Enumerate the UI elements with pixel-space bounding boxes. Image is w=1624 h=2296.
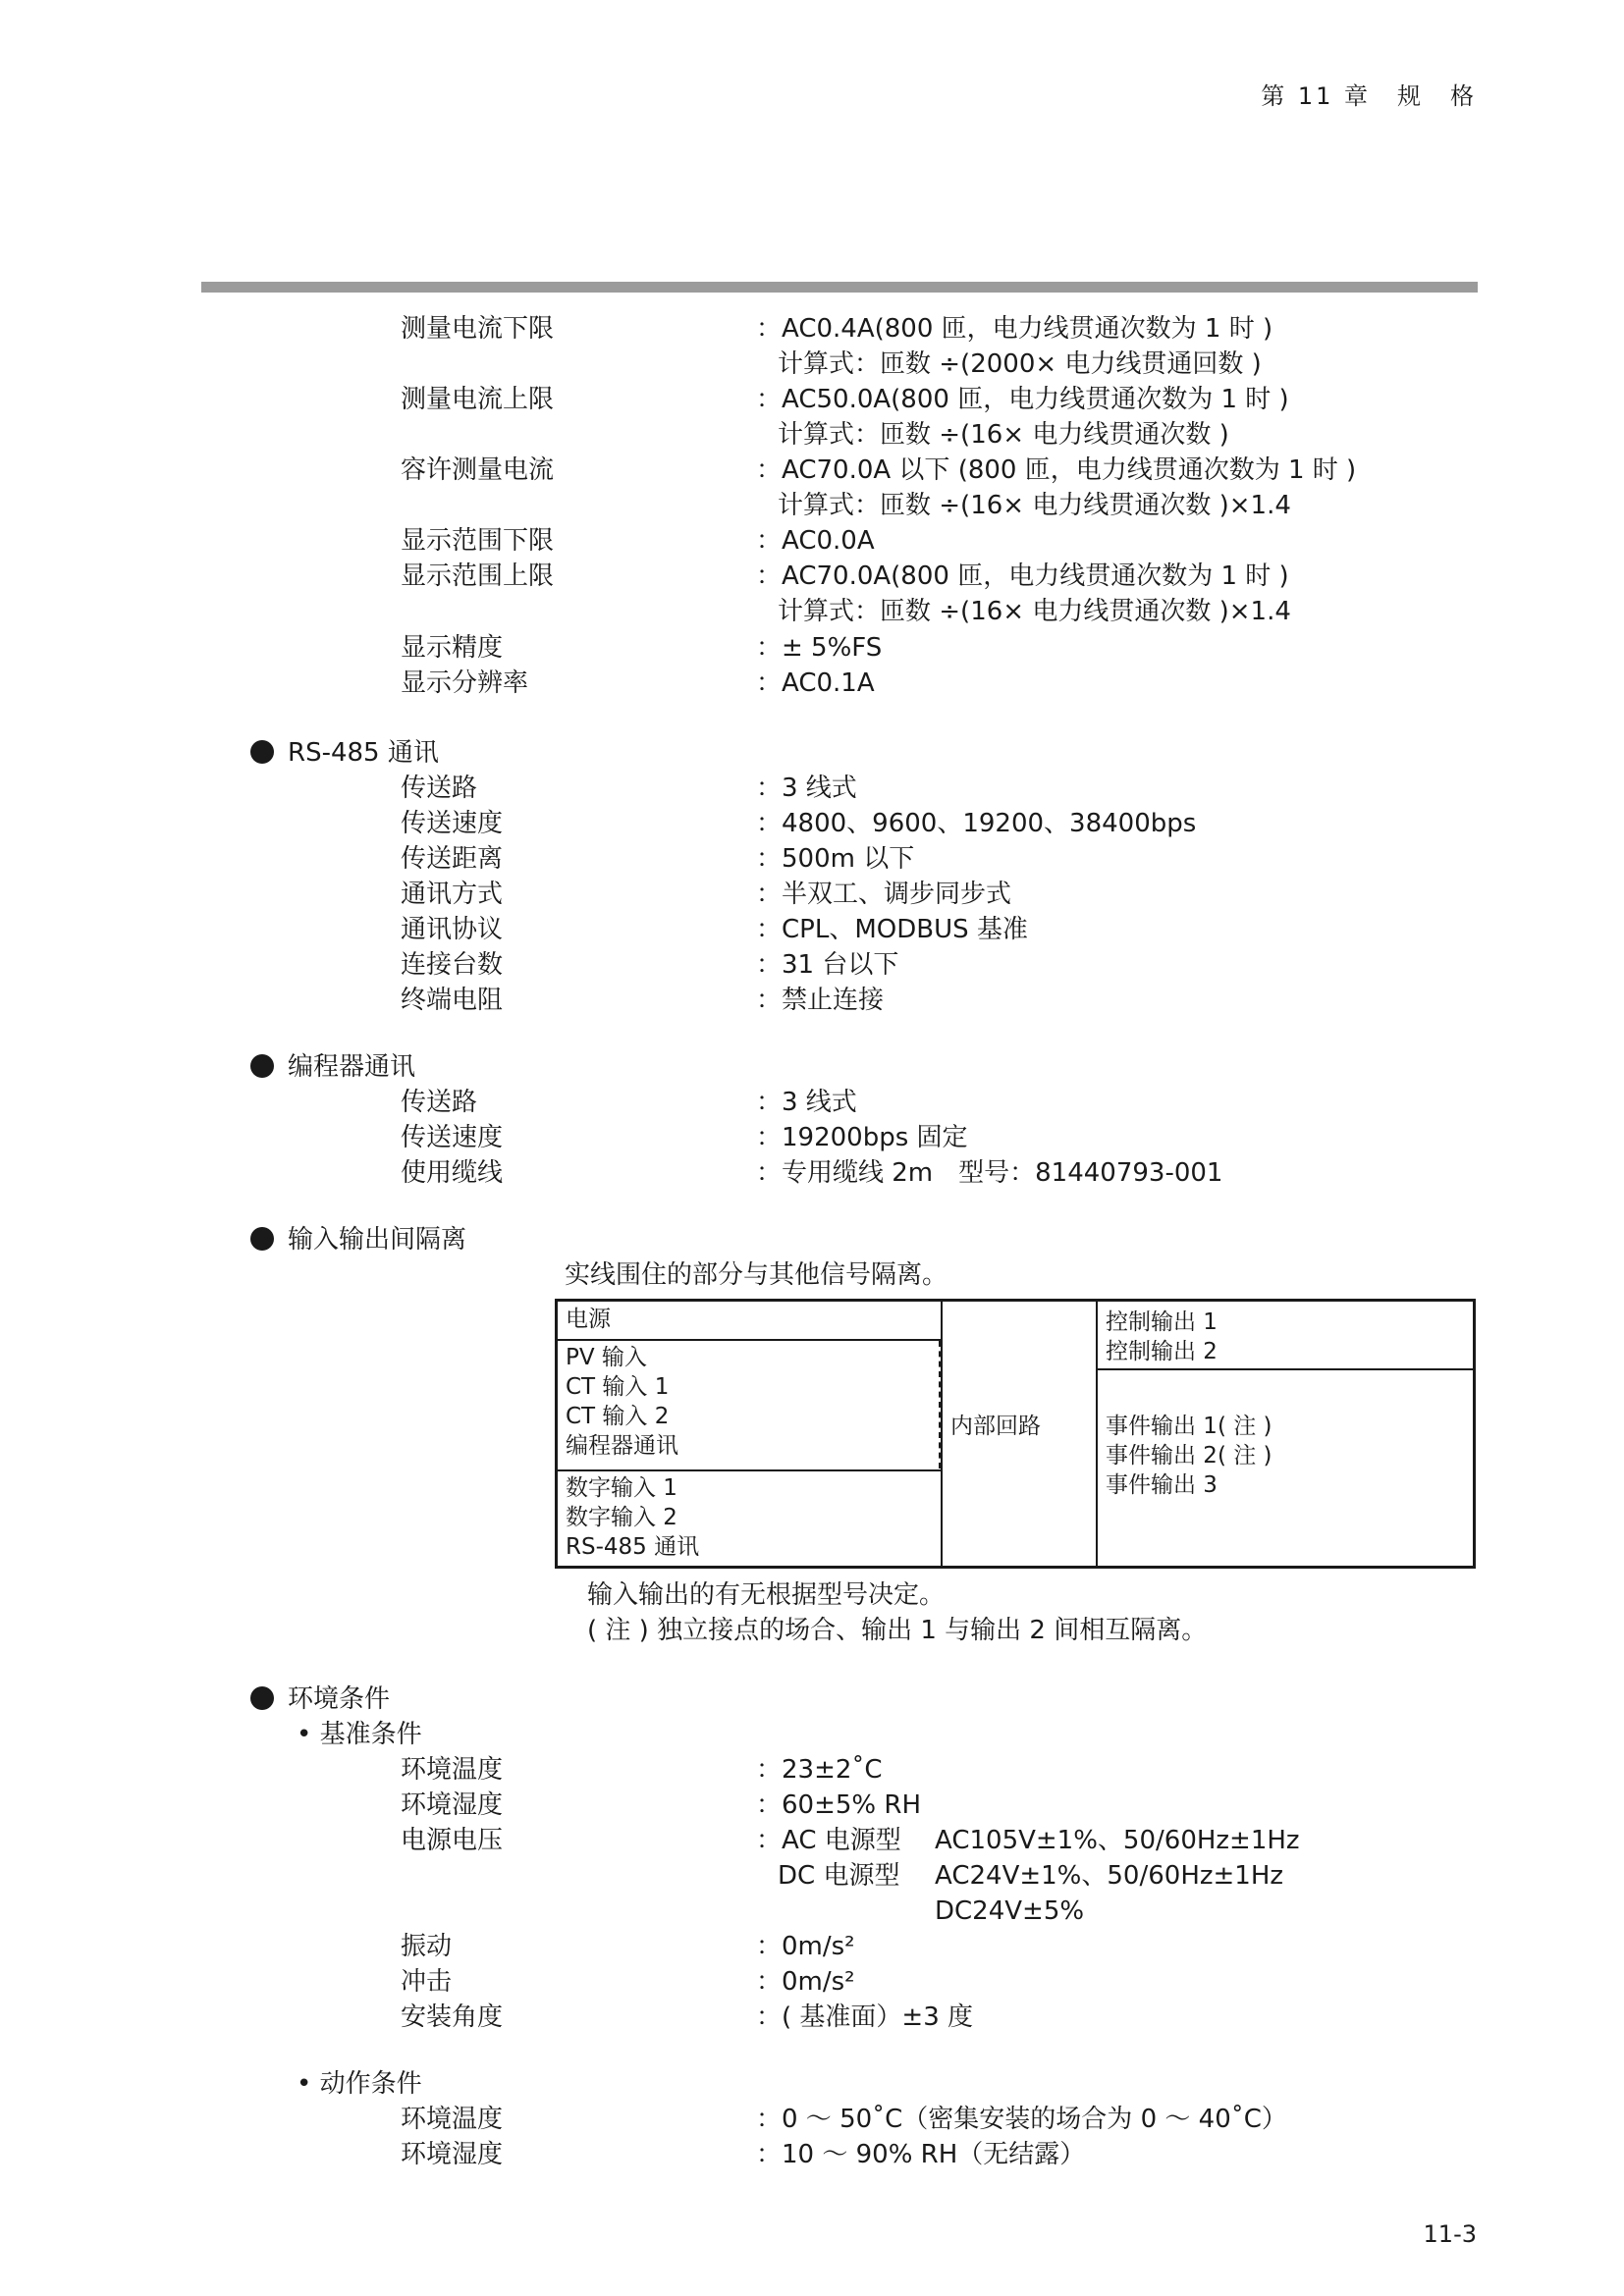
label-display-low: 显示范围下限 [401,526,555,556]
divider-dashed [939,1341,941,1468]
label-shock: 冲击 [401,1967,453,1997]
rs485-label: 通讯方式 [401,880,504,909]
value-op-temp: ：0 ～ 50˚C（密集安装的场合为 0 ～ 40˚C） [756,2105,1287,2134]
programmer-label: 传送路 [401,1088,478,1117]
programmer-label: 传送速度 [401,1123,504,1152]
divider-right [1096,1302,1098,1566]
value-display-accuracy: ：± 5%FS [756,633,883,663]
programmer-value: ：专用缆线 2m 型号：81440793-001 [756,1158,1223,1188]
power-dc-value: AC24V±1%、50/60Hz±1Hz [935,1861,1284,1891]
box-digital: RS-485 通讯 [566,1534,700,1560]
section-rs485 [250,738,439,768]
rs485-value: ：CPL、MODBUS 基准 [756,915,1028,944]
value-op-humid: ：10 ～ 90% RH（无结露） [756,2140,1086,2169]
programmer-label: 使用缆线 [401,1158,504,1188]
bullet-icon [250,1227,274,1251]
page-number: 11-3 [1423,2220,1477,2248]
formula-measure-low: 计算式：匝数 ÷(2000× 电力线贯通回数 ) [778,349,1262,379]
power-dc-type: DC 电源型 [778,1861,900,1891]
divider-power [558,1339,941,1341]
bullet-icon [250,1054,274,1078]
formula-measure-high: 计算式：匝数 ÷(16× 电力线贯通次数 ) [778,420,1229,450]
label-angle: 安装角度 [401,2002,504,2032]
formula-allow-current: 计算式：匝数 ÷(16× 电力线贯通次数 )×1.4 [778,491,1291,520]
rs485-value: ：31 台以下 [756,950,899,980]
power-ac-value: AC105V±1%、50/60Hz±1Hz [935,1826,1300,1855]
section-title: 编程器通讯 [288,1052,416,1082]
rs485-label: 通讯协议 [401,915,504,944]
section-title: 环境条件 [288,1684,391,1714]
bullet-icon [250,1686,274,1710]
rs485-value: ：3 线式 [756,774,857,803]
isolation-diagram [555,1299,1476,1569]
control-output: 控制输出 2 [1106,1339,1218,1364]
label-power: 电源电压 [401,1826,504,1855]
box-digital: 数字输入 1 [566,1475,677,1501]
value-ref-temp: ：23±2˚C [756,1755,883,1785]
divider-digital [558,1469,941,1471]
section-isolation [250,1225,466,1255]
label-vibration: 振动 [401,1932,453,1961]
rs485-label: 终端电阻 [401,986,504,1015]
rs485-value: ：禁止连接 [756,986,885,1015]
value-display-resolution: ：AC0.1A [756,668,875,698]
label-op-humid: 环境湿度 [401,2140,504,2169]
value-angle: ：( 基准面）±3 度 [756,2002,974,2032]
value-allow-current: ：AC70.0A 以下 (800 匝，电力线贯通次数为 1 时 ) [756,455,1357,485]
power-ac-type: ：AC 电源型 [756,1826,901,1855]
label-allow-current: 容许测量电流 [401,455,555,485]
value-ref-humid: ：60±5% RH [756,1790,921,1820]
label-ref-temp: 环境温度 [401,1755,504,1785]
programmer-value: ：19200bps 固定 [756,1123,968,1152]
subsection-reference: • 基准条件 [297,1720,422,1749]
label-display-resolution: 显示分辨率 [401,668,529,698]
isolation-note: 输入输出的有无根据型号决定。 [587,1580,946,1610]
value-display-low: ：AC0.0A [756,526,875,556]
box-input: CT 输入 1 [566,1374,670,1400]
rs485-value: ：500m 以下 [756,844,915,874]
rs485-value: ：4800、9600、19200、38400bps [756,809,1197,838]
label-display-high: 显示范围上限 [401,561,555,591]
divider-outputs [1096,1368,1473,1370]
event-output: 事件输出 3 [1106,1472,1218,1498]
label-measure-low: 测量电流下限 [401,314,555,344]
event-output: 事件输出 1( 注 ) [1106,1414,1272,1439]
section-title: RS-485 通讯 [288,738,439,768]
programmer-value: ：3 线式 [756,1088,857,1117]
isolation-intro: 实线围住的部分与其他信号隔离。 [565,1260,948,1290]
value-measure-high: ：AC50.0A(800 匝，电力线贯通次数为 1 时 ) [756,385,1289,414]
internal-circuit: 内部回路 [950,1414,1041,1439]
box-input: 编程器通讯 [566,1433,678,1459]
value-measure-low: ：AC0.4A(800 匝，电力线贯通次数为 1 时 ) [756,314,1273,344]
section-programmer [250,1052,415,1082]
rs485-value: ：半双工、调步同步式 [756,880,1012,909]
value-display-high: ：AC70.0A(800 匝，电力线贯通次数为 1 时 ) [756,561,1289,591]
formula-display-high: 计算式：匝数 ÷(16× 电力线贯通次数 )×1.4 [778,597,1291,626]
label-op-temp: 环境温度 [401,2105,504,2134]
chapter-header: 第 11 章 规 格 [1261,82,1477,110]
box-power: 电源 [566,1307,611,1332]
bullet-icon [250,740,274,764]
rs485-label: 传送距离 [401,844,504,874]
subsection-operating: • 动作条件 [297,2069,422,2099]
section-title: 输入输出间隔离 [288,1225,467,1255]
label-ref-humid: 环境湿度 [401,1790,504,1820]
value-vibration: ：0m/s² [756,1932,855,1961]
rs485-label: 连接台数 [401,950,504,980]
header-rule [201,282,1478,293]
label-display-accuracy: 显示精度 [401,633,504,663]
rs485-label: 传送速度 [401,809,504,838]
rs485-label: 传送路 [401,774,478,803]
box-input: PV 输入 [566,1345,647,1370]
section-environment [250,1684,390,1714]
box-input: CT 输入 2 [566,1404,670,1429]
divider-left [941,1302,943,1566]
box-digital: 数字输入 2 [566,1505,677,1530]
isolation-footnote: ( 注 ) 独立接点的场合、输出 1 与输出 2 间相互隔离。 [587,1616,1208,1645]
value-shock: ：0m/s² [756,1967,855,1997]
event-output: 事件输出 2( 注 ) [1106,1443,1272,1468]
control-output: 控制输出 1 [1106,1309,1218,1335]
label-measure-high: 测量电流上限 [401,385,555,414]
power-dc-value: DC24V±5% [935,1896,1085,1926]
